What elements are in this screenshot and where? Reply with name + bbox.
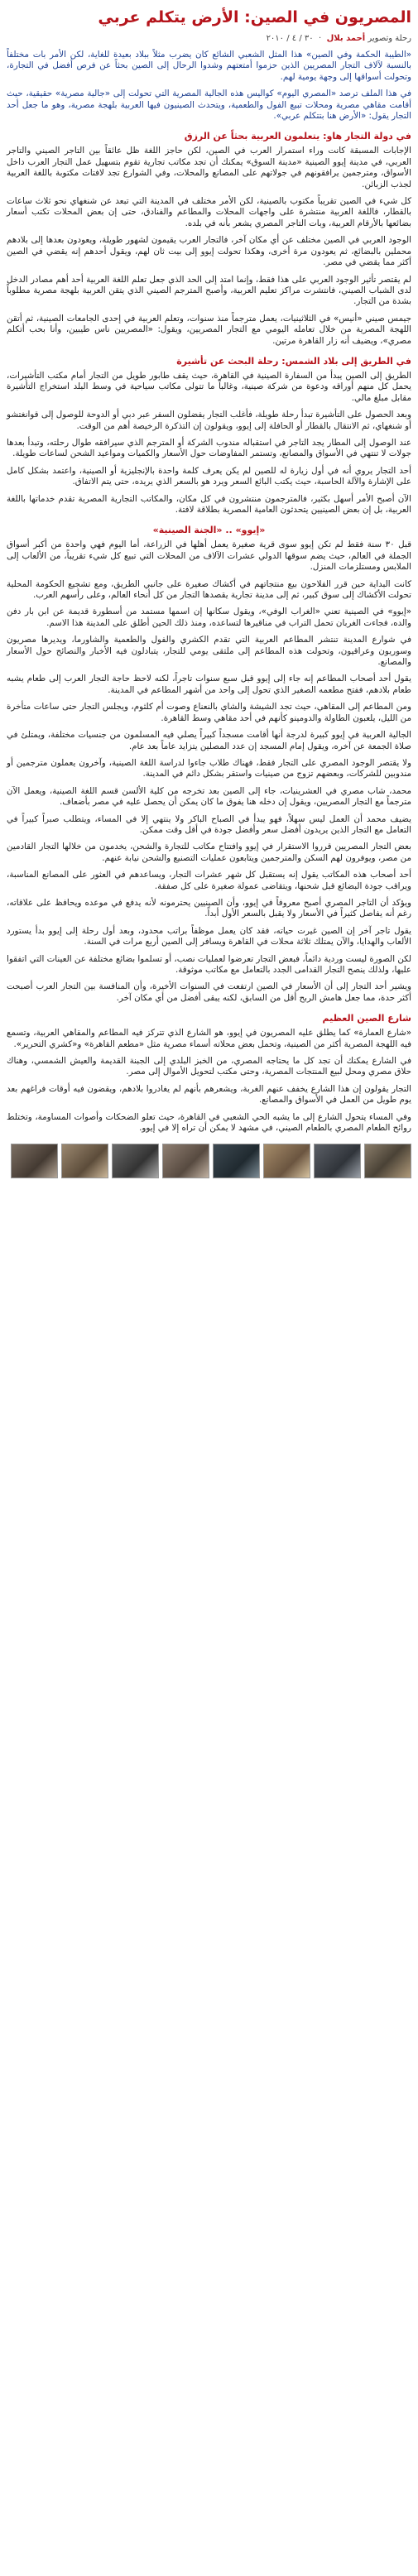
intro-paragraph: «الطيبة الحكمة وفي الصين» هذا المثل الشعبي الشائع كان يضرب مثلاً ببلاد بعيدة للغاية، لكن الأمر بات مختلفاً بالنسبة لآلاف التجار المصريين الذين حزموا أمتعتهم وشدوا الرحال إلى الصين بحثاً عن فرص أفضل في التجارة، وتحولت أسواقها إلى وجهة يومية لهم. bbox=[7, 50, 411, 82]
body-paragraph: بعض التجار المصريين قرروا الاستقرار في إيوو وافتتاح مكاتب للتجارة والشحن، يخدمون من خلالها التجار القادمين من مصر، ويوفرون لهم السكن والمترجمين ويتابعون عمليات التصنيع والشحن نيابة عنهم. bbox=[7, 842, 411, 863]
body-paragraph: الإجابات المسبقة كانت وراء استمرار العرب في الصين، لكن حاجز اللغة ظل عائقاً بين التاجر الصيني والتاجر العربي، في مدينة إيوو الصينية «مدينة السوق» يمكنك أن تجد مكاتب تجارية تقوم بتسهيل عمل التجار العرب داخل الأسواق، ومترجمين يرافقونهم في جولاتهم على المصانع والمحلات، وفي الشوارع تجد لافتات مكتوبة باللغة العربية لجذب الزبائن. bbox=[7, 146, 411, 189]
body-paragraph: قبل ٣٠ سنة فقط لم تكن إيوو سوى قرية صغيرة يعمل أهلها في الزراعة، أما اليوم فهي واحدة من أكبر أسواق الجملة في العالم، حيث يضم سوقها الدولي عشرات الآلاف من المحلات التي تبيع كل شيء تقريباً، من الألعاب إلى الملابس ومستلزمات المنزل. bbox=[7, 540, 412, 573]
body-paragraph: عند الوصول إلى المطار يجد التاجر في استقباله مندوب الشركة أو المترجم الذي سيرافقه طوال رحلته، وتبدأ بعدها جولات لا تنتهي في الأسواق والمصانع، وتستمر المفاوضات حول الأسعار والكميات ومواعيد الشحن لساعات طويلة. bbox=[7, 437, 411, 459]
byline bbox=[7, 33, 411, 45]
body-paragraph: أحد أصحاب هذه المكاتب يقول إنه يستقبل كل شهر عشرات التجار، ويساعدهم في العثور على المصانع المناسبة، ويراقب جودة البضائع قبل شحنها، ويتقاضى عمولة صغيرة على كل صفقة. bbox=[7, 870, 411, 891]
gallery-thumbnail[interactable] bbox=[213, 1144, 260, 1178]
byline-separator: · bbox=[315, 34, 324, 43]
body-paragraph: يقول تاجر آخر إن الصين غيرت حياته، فقد كان يعمل موظفاً براتب محدود، وبعد أول رحلة إلى إيوو بدأ يستورد الألعاب والهدايا، والآن يمتلك ثلاثة محلات في القاهرة ويسافر إلى الصين أربع مرات في السنة. bbox=[7, 925, 411, 947]
body-paragraph: وبعد الحصول على التأشيرة تبدأ رحلة طويلة، فأغلب التجار يفضلون السفر عبر دبي أو الدوحة للوصول إلى قوانغتشو أو شنغهاي، ثم الانتقال بالقطار أو الحافلة إلى إيوو، ويقولون إن التذكرة الرخيصة أهم من الوقت. bbox=[7, 410, 411, 431]
body-paragraph: محمد، شاب مصري في العشرينيات، جاء إلى الصين بعد تخرجه من كلية الألسن قسم اللغة الصينية، ويعمل الآن مترجماً مع التجار المصريين، ويقول إن دخله هنا يفوق ما كان يمكن أن يحصل عليه في مصر بأضعاف. bbox=[7, 785, 411, 808]
body-paragraph: في الشارع يمكنك أن تجد كل ما يحتاجه المصري، من الخبز البلدي إلى الجبنة القديمة والعيش الشمسي، وهناك حلاق مصري ومحل لبيع المنتجات المصرية، وحتى مكتب لتحويل الأموال إلى مصر. bbox=[7, 1056, 411, 1077]
gallery-thumbnail[interactable] bbox=[263, 1144, 310, 1178]
body-paragraph: الآن أصبح الأمر أسهل بكثير، فالمترجمون منتشرون في كل مكان، والمكاتب التجارية المصرية تقدم خدماتها باللغة العربية، بل إن بعض الصينيين يتحدثون العامية المصرية بطلاقة لافتة. bbox=[7, 493, 411, 515]
gallery-thumbnail[interactable] bbox=[11, 1144, 58, 1178]
section-heading: في الطريق إلى بلاد الشمس: رحلة البحث عن تأشيرة bbox=[176, 355, 411, 367]
gallery-thumbnail[interactable] bbox=[314, 1144, 361, 1178]
gallery-thumbnail[interactable] bbox=[162, 1144, 209, 1178]
photo-gallery bbox=[7, 1144, 411, 1180]
gallery-thumbnail[interactable] bbox=[364, 1144, 411, 1178]
body-paragraph: في شوارع المدينة تنتشر المطاعم العربية التي تقدم الكشري والفول والطعمية والشاورما، ويديرها مصريون وسوريون وعراقيون، وتحولت هذه المطاعم إلى ملتقى يومي للتجار، يتبادلون فيه الأخبار والنصائح حول الأسعار والمصانع. bbox=[7, 635, 411, 668]
body-paragraph: وفي المساء يتحول الشارع إلى ما يشبه الحي الشعبي في القاهرة، حيث تعلو الضحكات وأصوات المساومة، وتختلط روائح الطعام المصري بالطعام الصيني، في مشهد لا يمكن أن تراه إلا في إيوو. bbox=[7, 1111, 411, 1134]
body-paragraph: لكن الصورة ليست وردية دائماً، فبعض التجار تعرضوا لعمليات نصب، أو تسلموا بضائع مختلفة عن العينات التي اتفقوا عليها، ولذلك ينصح التجار القدامى الجدد بالتعامل مع مكاتب موثوقة. bbox=[7, 953, 411, 975]
body-paragraph: كانت البداية حين قرر الفلاحون بيع منتجاتهم في أكشاك صغيرة على جانبي الطريق، ومع تشجيع الحكومة المحلية تحولت الأكشاك إلى سوق كبير، ثم إلى مدينة تجارية يقصدها التجار من كل أنحاء العالم، وعلى رأسهم العرب. bbox=[7, 578, 411, 601]
article bbox=[0, 0, 418, 1180]
section-heading: في دولة التجار هاو: يتعلمون العربية بحثاً عن الرزق bbox=[184, 131, 411, 142]
gallery-thumbnail[interactable] bbox=[61, 1144, 108, 1178]
body-paragraph: التجار يقولون إن هذا الشارع يخفف عنهم الغربة، ويشعرهم بأنهم لم يغادروا بلادهم، ويقضون فيه أوقات فراغهم بعد يوم طويل من العمل في الأسواق والمصانع. bbox=[7, 1083, 411, 1106]
body-paragraph: الطريق إلى الصين يبدأ من السفارة الصينية في القاهرة، حيث يقف طابور طويل من التجار أمام مكتب التأشيرات، يحمل كل منهم أوراقه ودعوة من شركة صينية، وغالباً ما تتولى مكاتب سياحية في وسط البلد استخراج التأشيرة مقابل مبلغ مالي. bbox=[7, 370, 411, 403]
body-paragraph: «إيوو» في الصينية تعني «الغراب الوفي»، ويقول سكانها إن اسمها مستمد من أسطورة قديمة عن ابن بار دفن والده، فجاءت الغربان تحمل التراب في مناقيرها لتساعده، ومنذ ذلك الحين أطلق على المدينة هذا الاسم. bbox=[7, 607, 411, 628]
section-heading: شارع الصين العظيم bbox=[322, 1013, 411, 1024]
intro-paragraph: في هذا الملف ترصد «المصري اليوم» كواليس هذه الجالية المصرية التي تحولت إلى «جالية مصرية» حقيقية، حيث أقامت مقاهي مصرية ومحلات تبيع الفول والطعمية، ويتحدث الصينيون فيها العربية بلهجة مصرية، وهو ما جعل أحد التجار يقول: «الأرض هنا بتتكلم عربي». bbox=[7, 89, 411, 122]
article-intro bbox=[7, 50, 411, 122]
body-paragraph: أحد التجار يروي أنه في أول زيارة له للصين لم يكن يعرف كلمة واحدة بالإنجليزية أو الصينية، واعتمد بشكل كامل على الإشارة والآلة الحاسبة، حيث يكتب البائع السعر ويرد هو بالسعر الذي يريده، حتى يتم الاتفاق. bbox=[7, 465, 411, 487]
gallery-thumbnail[interactable] bbox=[112, 1144, 159, 1178]
body-paragraph: ويشير أحد التجار إلى أن الأسعار في الصين ارتفعت في السنوات الأخيرة، وأن المنافسة بين التجار العرب أصبحت أكثر حدة، مما جعل هامش الربح أقل من السابق، لكنه يبقى أفضل من أي مكان آخر. bbox=[7, 981, 411, 1003]
author-name[interactable]: أحمد بلال bbox=[326, 34, 366, 43]
byline-prefix: رحلة وتصوير bbox=[368, 34, 411, 43]
body-paragraph: يضيف محمد أن العمل ليس سهلاً، فهو يبدأ في الصباح الباكر ولا ينتهي إلا في المساء، ويتطلب صبراً كبيراً في التعامل مع التجار الذين يريدون أفضل سعر وأفضل جودة في أقل وقت ممكن. bbox=[7, 813, 411, 835]
publish-date: ٣٠ / ٤ / ٢٠١٠ bbox=[266, 34, 314, 43]
body-paragraph: ويؤكد أن التاجر المصري أصبح معروفاً في إيوو، وأن الصينيين يحترمونه لأنه يدفع في موعده ويحافظ على علاقاته، رغم أنه يفاصل كثيراً في الأسعار ولا يقبل بالسعر الأول أبداً. bbox=[7, 897, 411, 919]
body-paragraph: جيمس صيني «أنيس» في الثلاثينيات، يعمل مترجماً منذ سنوات، وتعلم العربية في إحدى الجامعات الصينية، ثم أتقن اللهجة المصرية من خلال تعامله اليومي مع التجار المصريين، ويقول: «المصريين ناس طيبين، وأنا بحب أتكلم مصري»، ويضيف أنه زار القاهرة مرتين. bbox=[7, 313, 411, 346]
body-paragraph: ومن المطاعم إلى المقاهي، حيث تجد الشيشة والشاي بالنعناع وصوت أم كلثوم، ويجلس التجار حتى ساعات متأخرة من الليل، يلعبون الطاولة والدومينو كأنهم في أحد مقاهي وسط القاهرة. bbox=[7, 702, 411, 723]
body-paragraph: الوجود العربي في الصين مختلف عن أي مكان آخر، فالتجار العرب يقيمون لشهور طويلة، ويعودون بعدها إلى بلادهم محملين بالبضائع، ثم يعودون مرة أخرى، وهكذا تحولت إيوو إلى بيت ثان لهم، ويقول أحدهم إنه يقضي في الصين أكثر مما يقضي في مصر. bbox=[7, 235, 411, 268]
body-paragraph: لم يقتصر تأثير الوجود العربي على هذا فقط، وإنما امتد إلى الحد الذي جعل تعلم اللغة العربية أحد أهم مصادر الدخل لدى الشباب الصيني، فانتشرت مراكز تعليم العربية، وأصبح المترجم الصيني الذي يتقن العربية بلهجة مصرية مطلوباً بشدة من التجار. bbox=[7, 274, 411, 307]
section-heading: «إيوو» .. «الجنة الصينية» bbox=[152, 525, 266, 536]
body-paragraph: كل شيء في الصين تقريباً مكتوب بالصينية، لكن الأمر مختلف في المدينة التي تبعد عن شنغهاي نحو ثلاث ساعات بالقطار، فاللغة العربية منتشرة على واجهات المحلات والمطاعم والفنادق، حتى إن بعض المحلات تكتب أسعار بضائعها بالأرقام العربية، وبات التاجر المصري يشعر بأنه في بلده. bbox=[7, 196, 411, 228]
body-paragraph: ولا يقتصر الوجود المصري على التجار فقط، فهناك طلاب جاءوا لدراسة اللغة الصينية، وآخرون يعملون مترجمين أو مندوبين للشركات، وبعضهم تزوج من صينيات واستقر بشكل دائم في المدينة. bbox=[7, 757, 411, 780]
body-paragraph: «شارع العمارة» كما يطلق عليه المصريون في إيوو، هو الشارع الذي تتركز فيه المطاعم والمقاهي العربية، وتسمع فيه اللهجة المصرية أكثر من الصينية، وتحمل بعض محلاته أسماء مصرية مثل «مطعم القاهرة» و«كشري التحرير». bbox=[7, 1028, 411, 1049]
body-paragraph: الجالية العربية في إيوو كبيرة لدرجة أنها أقامت مسجداً كبيراً يصلي فيه المسلمون من جنسيات مختلفة، ويمتلئ في صلاة الجمعة عن آخره، ويقول إمام المسجد إن عدد المصلين يتزايد عاماً بعد عام. bbox=[7, 730, 411, 751]
article-body bbox=[7, 130, 411, 1134]
article-title: المصريون في الصين: الأرض يتكلم عربي bbox=[98, 8, 411, 26]
body-paragraph: يقول أحد أصحاب المطاعم إنه جاء إلى إيوو قبل سبع سنوات تاجراً، لكنه لاحظ حاجة التجار العرب إلى طعام يشبه طعام بلادهم، ففتح مطعمه الصغير الذي تحول إلى واحد من أشهر المطاعم في المدينة. bbox=[7, 674, 411, 695]
